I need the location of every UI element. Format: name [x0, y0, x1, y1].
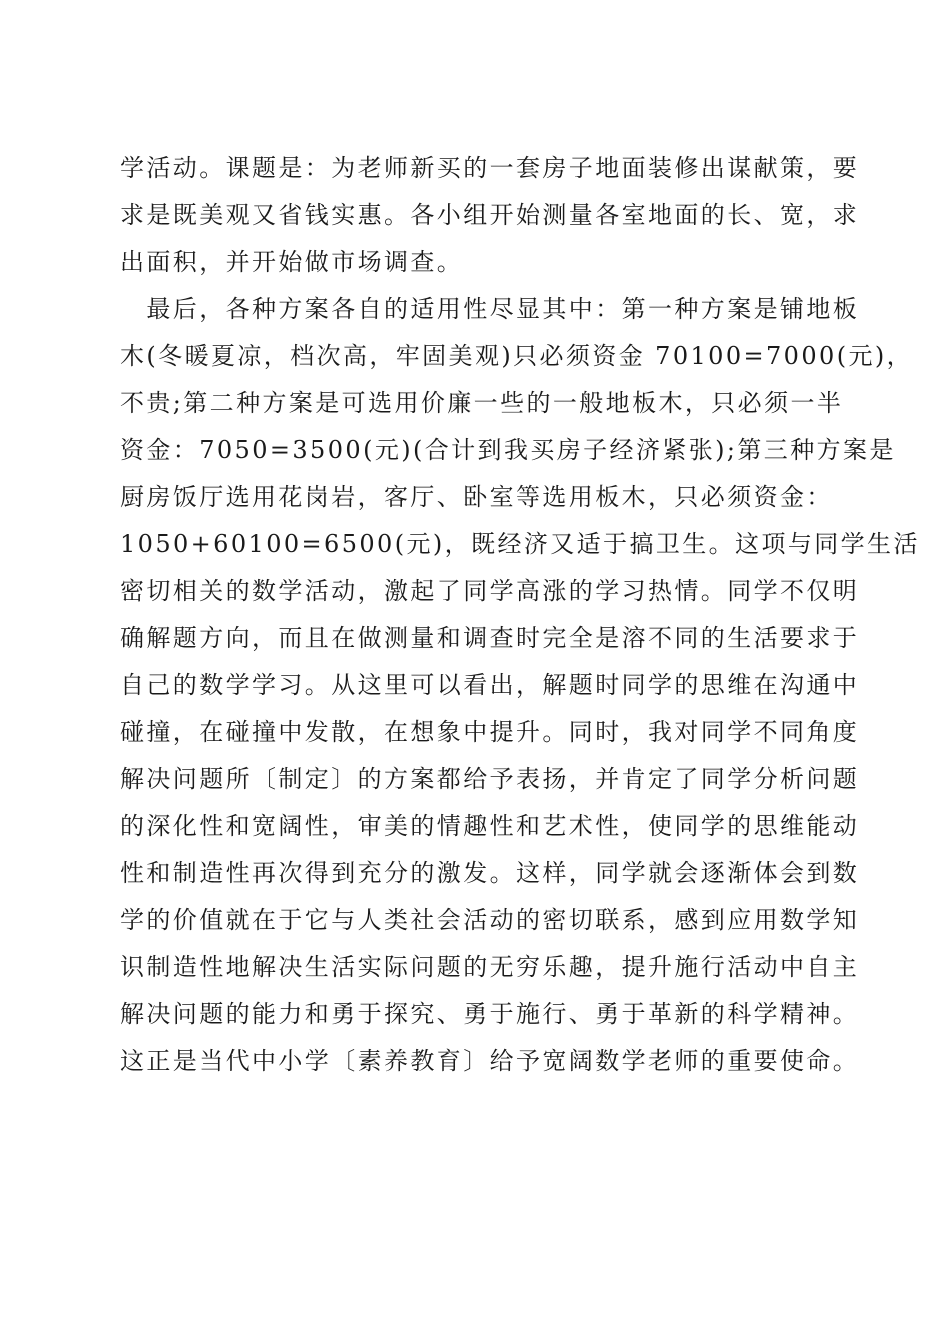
text-line: 识制造性地解决生活实际问题的无穷乐趣，提升施行活动中自主	[120, 953, 860, 981]
text-line: 不贵;第二种方案是可选用价廉一些的一般地板木，只必须一半	[120, 389, 844, 417]
text-line: 碰撞，在碰撞中发散，在想象中提升。同时，我对同学不同角度	[120, 718, 860, 746]
text-line: 解决问题所〔制定〕的方案都给予表扬，并肯定了同学分析问题	[120, 765, 860, 793]
text-line: 1050+60100=6500(元)，既经济又适于搞卫生。这项与同学生活	[120, 530, 920, 558]
text-line: 出面积，并开始做市场调查。	[120, 248, 464, 276]
text-line: 最后，各种方案各自的适用性尽显其中：第一种方案是铺地板	[120, 295, 860, 323]
text-line: 学的价值就在于它与人类社会活动的密切联系，感到应用数学知	[120, 906, 860, 934]
text-line: 木(冬暖夏凉，档次高，牢固美观)只必须资金 70100=7000(元)，	[120, 342, 914, 370]
text-line: 厨房饭厅选用花岗岩，客厅、卧室等选用板木，只必须资金：	[120, 483, 833, 511]
text-line: 确解题方向，而且在做测量和调查时完全是溶不同的生活要求于	[120, 624, 860, 652]
text-line: 性和制造性再次得到充分的激发。这样，同学就会逐渐体会到数	[120, 859, 860, 887]
text-line: 资金：7050=3500(元)(合计到我买房子经济紧张);第三种方案是	[120, 436, 896, 464]
body-text	[120, 145, 920, 1085]
text-line: 解决问题的能力和勇于探究、勇于施行、勇于革新的科学精神。	[120, 1000, 860, 1028]
text-line: 的深化性和宽阔性，审美的情趣性和艺术性，使同学的思维能动	[120, 812, 860, 840]
text-line: 学活动。课题是：为老师新买的一套房子地面装修出谋献策，要	[120, 154, 860, 182]
text-line: 这正是当代中小学〔素养教育〕给予宽阔数学老师的重要使命。	[120, 1047, 860, 1075]
text-line: 求是既美观又省钱实惠。各小组开始测量各室地面的长、宽，求	[120, 201, 860, 229]
text-line: 密切相关的数学活动，激起了同学高涨的学习热情。同学不仅明	[120, 577, 860, 605]
text-line: 自己的数学学习。从这里可以看出，解题时同学的思维在沟通中	[120, 671, 860, 699]
